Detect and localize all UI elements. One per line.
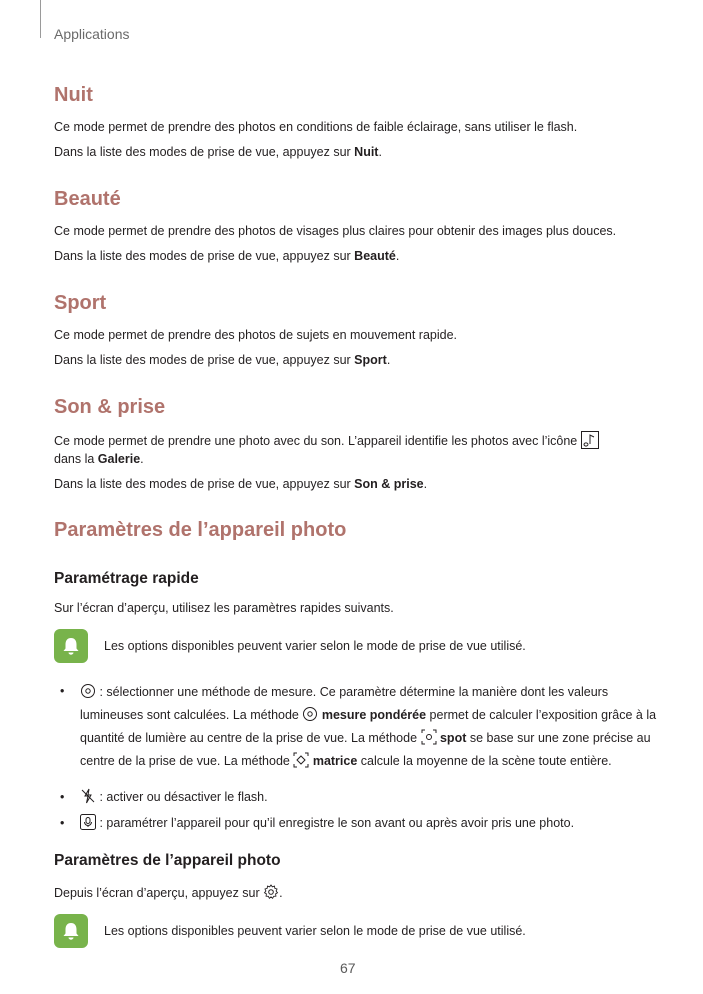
nuit-instruction: Dans la liste des modes de prise de vue, appuyez sur Nuit. xyxy=(54,145,382,159)
subsection-title-parametrage-rapide: Paramétrage rapide xyxy=(54,570,199,587)
sport-instruction: Dans la liste des modes de prise de vue, appuyez sur Sport. xyxy=(54,353,391,367)
section-title-son-prise: Son & prise xyxy=(54,396,166,418)
bullet-metering: : sélectionner une méthode de mesure. Ce paramètre détermine la manière dont les valeurs lumineuses sont calculées. La méthode mesure pondérée permet de calculer l’exposition grâce à la quantité de lumière au centre de la prise de vue. La méthode spot se base sur une zone précise au centre de la prise de vue. La méthode matrice calcule la moyenne de la scène toute entière. xyxy=(80,682,660,774)
bullet-flash: : activer ou désactiver le flash. xyxy=(80,787,660,810)
section-title-sport: Sport xyxy=(54,292,107,314)
section-title-beaute: Beauté xyxy=(54,188,121,210)
note-bell-icon xyxy=(54,914,88,948)
son-instruction: Dans la liste des modes de prise de vue, appuyez sur Son & prise. xyxy=(54,477,428,491)
note-bell-icon xyxy=(54,629,88,663)
matrix-icon xyxy=(293,752,309,774)
page-header: Applications xyxy=(54,26,130,42)
quick-note: Les options disponibles peuvent varier selon le mode de prise de vue utilisé. xyxy=(104,639,526,653)
bullet-dot: • xyxy=(60,816,65,830)
bullet-sound: : paramétrer l’appareil pour qu’il enregistre le son avant ou après avoir pris une photo. xyxy=(80,813,660,836)
bullet-dot: • xyxy=(60,790,65,804)
beaute-description: Ce mode permet de prendre des photos de visages plus claires pour obtenir des images plus douces. xyxy=(54,224,617,238)
nuit-description: Ce mode permet de prendre des photos en conditions de faible éclairage, sans utiliser le flash. xyxy=(54,120,578,134)
son-description-line2: dans la Galerie. xyxy=(54,452,144,466)
metering-icon xyxy=(80,683,96,705)
flash-off-icon xyxy=(80,788,96,810)
son-description-line1: Ce mode permet de prendre une photo avec du son. L’appareil identifie les photos avec l’icône xyxy=(54,431,599,453)
quick-intro: Sur l’écran d’aperçu, utilisez les paramètres rapides suivants. xyxy=(54,601,394,615)
center-weighted-icon xyxy=(302,706,318,728)
bullet-dot: • xyxy=(60,684,65,698)
page-number: 67 xyxy=(340,960,356,976)
settings-gear-icon xyxy=(263,884,279,904)
sport-description: Ce mode permet de prendre des photos de sujets en mouvement rapide. xyxy=(54,328,458,342)
header-divider xyxy=(40,0,41,38)
section-title-parametres: Paramètres de l’appareil photo xyxy=(54,519,347,541)
beaute-instruction: Dans la liste des modes de prise de vue, appuyez sur Beauté. xyxy=(54,249,400,263)
subsection-title-camera-settings: Paramètres de l’appareil photo xyxy=(54,852,281,869)
camera-intro: Depuis l’écran d’aperçu, appuyez sur . xyxy=(54,884,283,904)
sound-shot-icon xyxy=(80,814,96,836)
section-title-nuit: Nuit xyxy=(54,84,93,106)
music-note-icon xyxy=(581,431,599,453)
camera-note: Les options disponibles peuvent varier selon le mode de prise de vue utilisé. xyxy=(104,924,526,938)
spot-icon xyxy=(421,729,437,751)
